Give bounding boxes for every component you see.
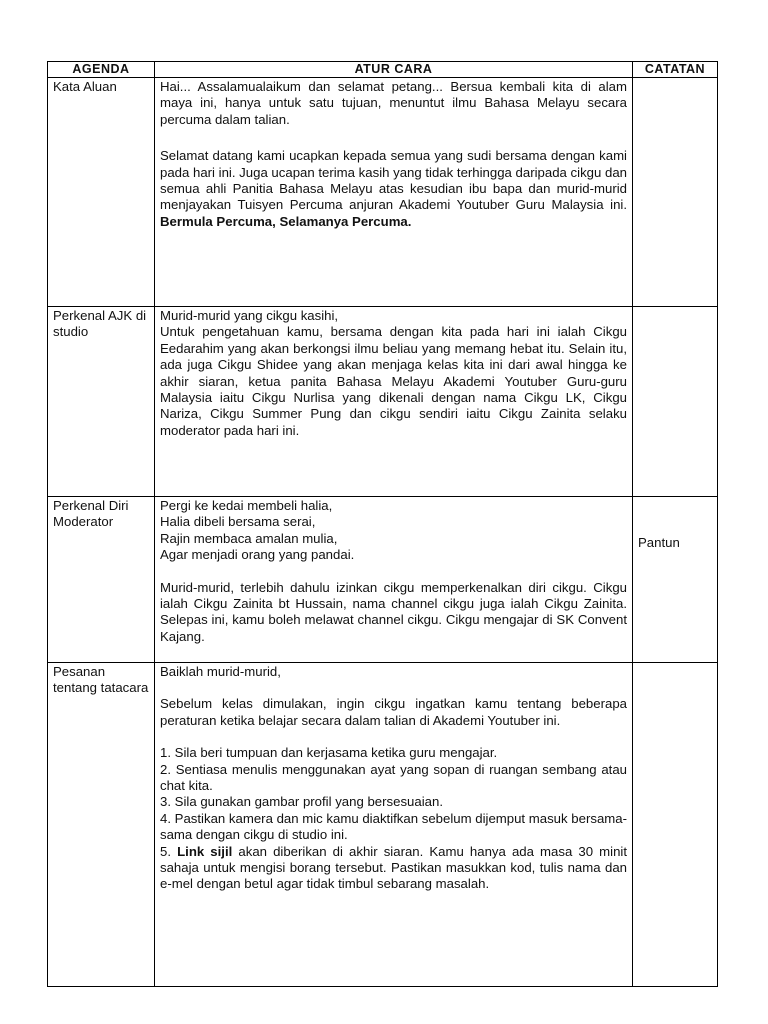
list-item: 4. Pastikan kamera dan mic kamu diaktifkan sebelum dijemput masuk bersama-sama dengan cikgu di studio ini. [160,810,627,843]
pantun-line: Pergi ke kedai membeli halia, [160,498,333,513]
atur-cara-cell [155,663,633,987]
agenda-label: Pesanan tentang tatacara [53,664,149,696]
header-row [48,62,718,78]
list-item: 5. Link sijil akan diberikan di akhir siaran. Kamu hanya ada masa 30 minit sahaja untuk mengisi borang tersebut. Pastikan masukkan kod, tulis nama dan e-mel dengan betul agar tidak timbul sebarang masalah. [160,843,627,892]
list-item: 2. Sentiasa menulis menggunakan ayat yang sopan di ruangan sembang atau chat kita. [160,761,627,794]
table-row [48,497,718,663]
list-item: 1. Sila beri tumpuan dan kerjasama ketika guru mengajar. [160,745,498,761]
agenda-cell [48,663,155,987]
header-atur-cara: ATUR CARA [155,62,633,78]
pantun-line: Rajin membaca amalan mulia, [160,530,338,546]
paragraph: Murid-murid, terlebih dahulu izinkan cikgu memperkenalkan diri cikgu. Cikgu ialah Cikgu Zainita bt Hussain, nama channel cikgu juga ialah Cikgu Zainita. Selepas ini, kamu boleh melawat channel cikgu. Cikgu mengajar di SK Convent Kajang. [160,579,627,644]
pantun-line: Agar menjadi orang yang pandai. [160,547,355,563]
header-agenda: AGENDA [48,62,155,78]
table-row [48,307,718,497]
paragraph: Hai... Assalamualaikum dan selamat petang... Bersua kembali kita di alam maya ini, hanya untuk satu tujuan, menuntut ilmu Bahasa Melayu secara percuma dalam talian. [160,79,627,127]
paragraph: Baiklah murid-murid, [160,664,281,679]
paragraph: Untuk pengetahuan kamu, bersama dengan kita pada hari ini ialah Cikgu Eedarahim yang akan berkongsi ilmu beliau yang memang hebat itu. Selain itu, ada juga Cikgu Shidee yang akan menjaga kelas kita ini dari awal hingga ke akhir siaran, ketua panita Bahasa Melayu Akademi Youtuber Guru-guru Malaysia iaitu Cikgu Nurlisa yang dikenali dengan nama Cikgu LK, Cikgu Nariza, Cikgu Summer Pung dan cikgu sendiri iaitu Cikgu Zainita selaku moderator pada hari ini. [160,324,627,438]
agenda-cell [48,497,155,663]
paragraph: Sebelum kelas dimulakan, ingin cikgu ingatkan kamu tentang beberapa peraturan ketika belajar secara dalam talian di Akademi Youtuber ini. [160,696,627,728]
link-sijil-text: Link sijil [177,843,233,859]
table-row [48,663,718,987]
paragraph: Murid-murid yang cikgu kasihi, [160,308,339,323]
table-row [48,78,718,307]
header-catatan: CATATAN [633,62,718,78]
atur-cara-cell [155,307,633,497]
list-item: 3. Sila gunakan gambar profil yang bersesuaian. [160,794,443,810]
catatan-cell [633,78,718,307]
pantun-line: Halia dibeli bersama serai, [160,514,316,530]
agenda-label: Perkenal AJK di studio [53,308,147,340]
agenda-label: Perkenal Diri Moderator [53,498,129,530]
bold-slogan: Bermula Percuma, Selamanya Percuma. [160,213,412,229]
agenda-label: Kata Aluan [53,79,117,94]
agenda-cell [48,307,155,497]
agenda-table [47,61,718,987]
atur-cara-cell [155,497,633,663]
catatan-cell: Pantun [633,497,718,663]
catatan-cell [633,307,718,497]
agenda-cell [48,78,155,307]
atur-cara-cell [155,78,633,307]
catatan-cell [633,663,718,987]
paragraph: Selamat datang kami ucapkan kepada semua yang sudi bersama dengan kami pada hari ini. Juga ucapan terima kasih yang tidak terhingga daripada cikgu dan semua ahli Panitia Bahasa Melayu atas kesudian ibu bapa dan murid-murid menjayakan Tuisyen Percuma anjuran Akademi Youtuber Guru Malaysia ini. Bermula Percuma, Selamanya Percuma. [160,148,627,229]
